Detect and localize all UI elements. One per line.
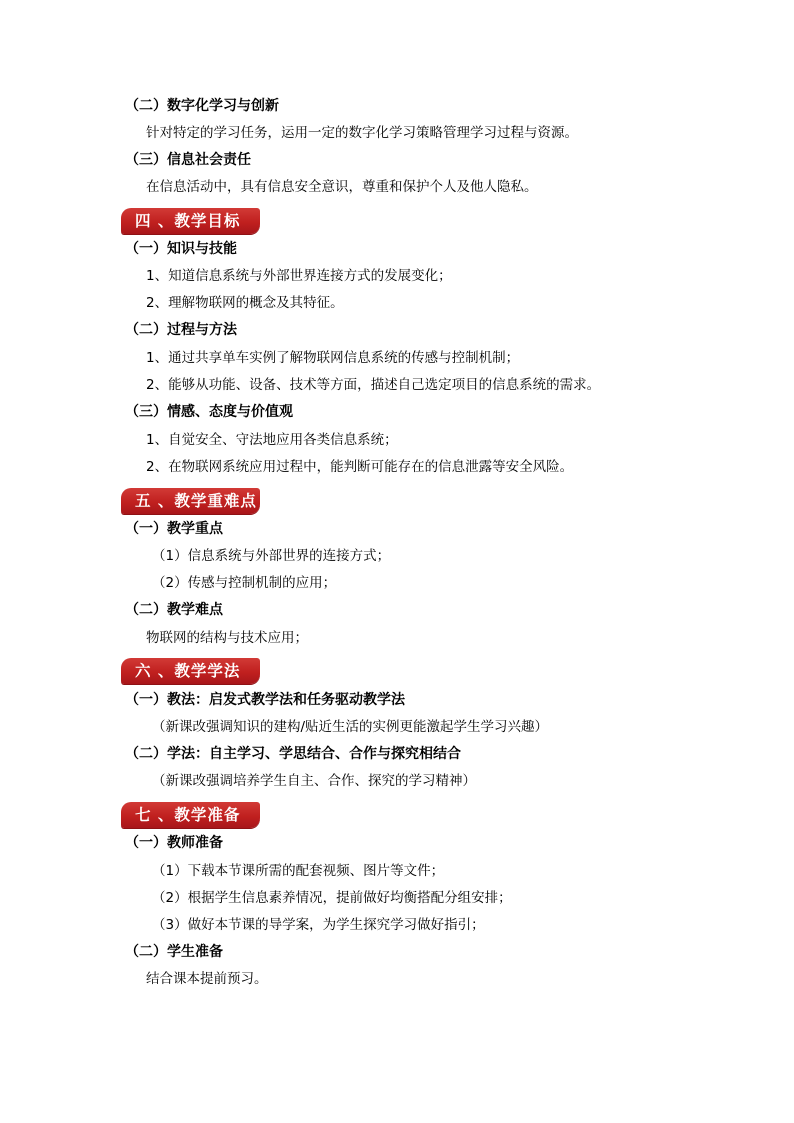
- heading-learning-method: （二）学法：自主学习、学思结合、合作与探究相结合: [125, 746, 461, 762]
- section-banner-key-difficult-points: [121, 488, 260, 514]
- section-banner-teaching-methods: [121, 658, 260, 684]
- heading-student-preparation: （二）学生准备: [125, 944, 223, 960]
- section-banner-label: 五 、教学重难点: [135, 491, 257, 510]
- list-item: （2）根据学生信息素养情况，提前做好均衡搭配分组安排；: [152, 890, 512, 906]
- paragraph-digital-learning: 针对特定的学习任务，运用一定的数字化学习策略管理学习过程与资源。: [146, 125, 578, 141]
- heading-social-responsibility: （三）信息社会责任: [125, 152, 251, 168]
- list-item: （3）做好本节课的导学案，为学生探究学习做好指引；: [152, 917, 485, 933]
- paragraph-difficult-points: 物联网的结构与技术应用；: [146, 630, 308, 646]
- list-item: 2、理解物联网的概念及其特征。: [146, 295, 344, 311]
- section-banner-teaching-goals: [121, 208, 260, 234]
- heading-teacher-preparation: （一）教师准备: [125, 835, 223, 851]
- heading-teaching-method: （一）教法：启发式教学法和任务驱动教学法: [125, 692, 405, 708]
- heading-key-points: （一）教学重点: [125, 521, 223, 537]
- heading-knowledge-skills: （一）知识与技能: [125, 241, 237, 257]
- heading-emotion-values: （三）情感、态度与价值观: [125, 404, 293, 420]
- list-item: 2、能够从功能、设备、技术等方面，描述自己选定项目的信息系统的需求。: [146, 377, 601, 393]
- paragraph-social-responsibility: 在信息活动中，具有信息安全意识，尊重和保护个人及他人隐私。: [146, 179, 538, 195]
- list-item: 2、在物联网系统应用过程中，能判断可能存在的信息泄露等安全风险。: [146, 459, 574, 475]
- section-banner-label: 四 、教学目标: [135, 211, 241, 230]
- section-banner-teaching-preparation: [121, 802, 260, 828]
- list-item: 1、自觉安全、守法地应用各类信息系统；: [146, 432, 398, 448]
- list-item: 1、通过共享单车实例了解物联网信息系统的传感与控制机制；: [146, 350, 520, 366]
- section-banner-label: 六 、教学学法: [135, 661, 241, 680]
- list-item: （1）信息系统与外部世界的连接方式；: [152, 548, 391, 564]
- heading-process-methods: （二）过程与方法: [125, 322, 237, 338]
- note-learning-method: （新课改强调培养学生自主、合作、探究的学习精神）: [152, 773, 476, 789]
- heading-digital-learning: （二）数字化学习与创新: [125, 98, 279, 114]
- list-item: （2）传感与控制机制的应用；: [152, 575, 337, 591]
- section-banner-label: 七 、教学准备: [135, 805, 241, 824]
- paragraph-student-preparation: 结合课本提前预习。: [146, 971, 268, 987]
- list-item: （1）下载本节课所需的配套视频、图片等文件；: [152, 863, 445, 879]
- list-item: 1、知道信息系统与外部世界连接方式的发展变化；: [146, 268, 452, 284]
- heading-difficult-points: （二）教学难点: [125, 602, 223, 618]
- note-teaching-method: （新课改强调知识的建构/贴近生活的实例更能激起学生学习兴趣）: [152, 719, 549, 735]
